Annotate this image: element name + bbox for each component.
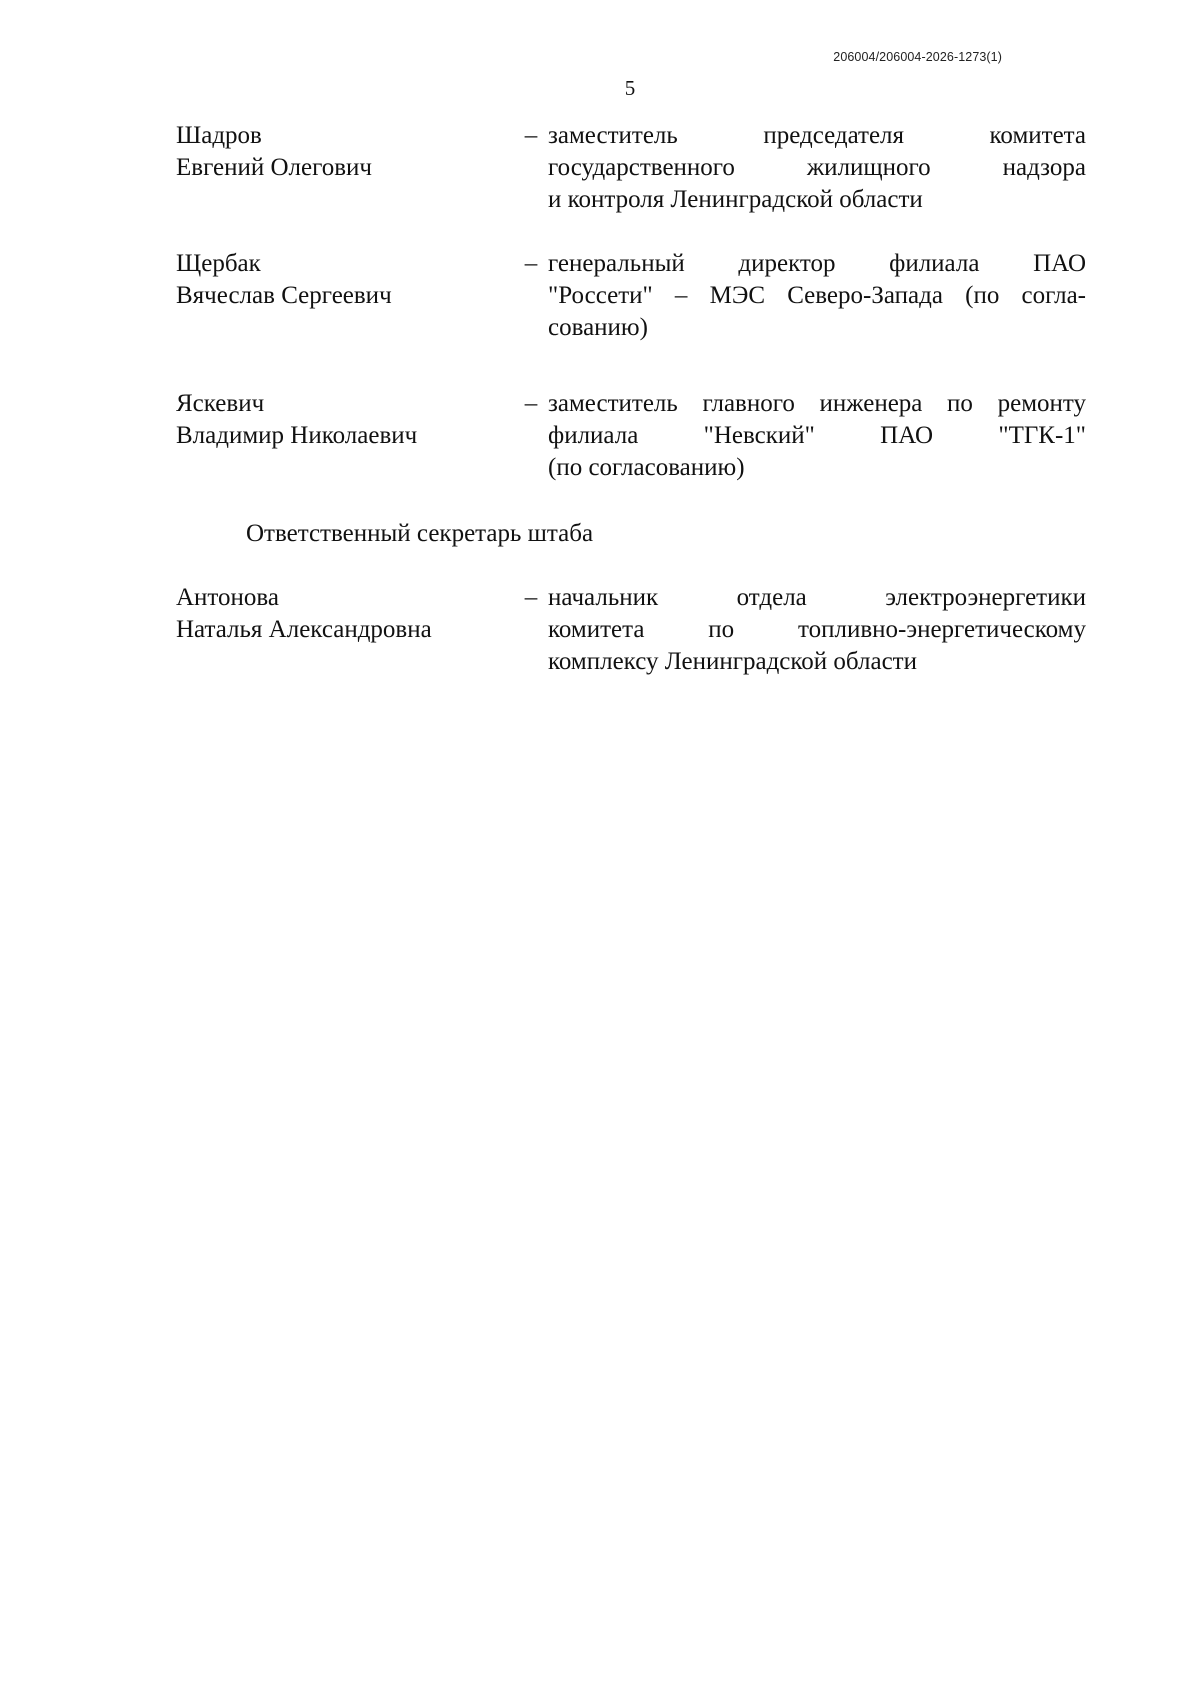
member-given-names: Наталья Александровна bbox=[176, 616, 432, 643]
member-name bbox=[176, 582, 506, 646]
dash-separator: – bbox=[524, 250, 538, 277]
position-line: (по согласованию) bbox=[548, 454, 745, 481]
member-given-names: Владимир Николаевич bbox=[176, 422, 418, 449]
position-line: государственного жилищного надзора bbox=[548, 154, 1086, 181]
secretary-section-heading: Ответственный секретарь штаба bbox=[246, 520, 594, 547]
page-number: 5 bbox=[624, 76, 636, 100]
position-line: и контроля Ленинградской области bbox=[548, 186, 923, 213]
member-surname: Яскевич bbox=[176, 390, 265, 417]
position-line: генеральный директор филиала ПАО bbox=[548, 250, 1086, 277]
position-line: заместитель председателя комитета bbox=[548, 122, 1086, 149]
position-line: комплексу Ленинградской области bbox=[548, 648, 917, 675]
position-line: заместитель главного инженера по ремонту bbox=[548, 390, 1086, 417]
position-line: "Россети" – МЭС Северо-Запада (по согла- bbox=[548, 282, 1086, 309]
member-given-names: Евгений Олегович bbox=[176, 154, 372, 181]
member-position bbox=[548, 582, 1086, 678]
member-position bbox=[548, 248, 1086, 344]
member-surname: Шадров bbox=[176, 122, 262, 149]
member-surname: Антонова bbox=[176, 584, 279, 611]
member-surname: Щербак bbox=[176, 250, 261, 277]
member-name bbox=[176, 248, 506, 312]
document-registration-code: 206004/206004-2026-1273(1) bbox=[833, 50, 1002, 64]
member-name bbox=[176, 388, 506, 452]
dash-separator: – bbox=[524, 122, 538, 149]
dash-separator: – bbox=[524, 390, 538, 417]
position-line: комитета по топливно-энергетическому bbox=[548, 616, 1086, 643]
position-line: начальник отдела электроэнергетики bbox=[548, 584, 1086, 611]
member-position bbox=[548, 120, 1086, 216]
member-given-names: Вячеслав Сергеевич bbox=[176, 282, 392, 309]
position-line: филиала "Невский" ПАО "ТГК-1" bbox=[548, 422, 1086, 449]
dash-separator: – bbox=[524, 584, 538, 611]
member-name bbox=[176, 120, 506, 184]
position-line: сованию) bbox=[548, 314, 648, 341]
member-position bbox=[548, 388, 1086, 484]
